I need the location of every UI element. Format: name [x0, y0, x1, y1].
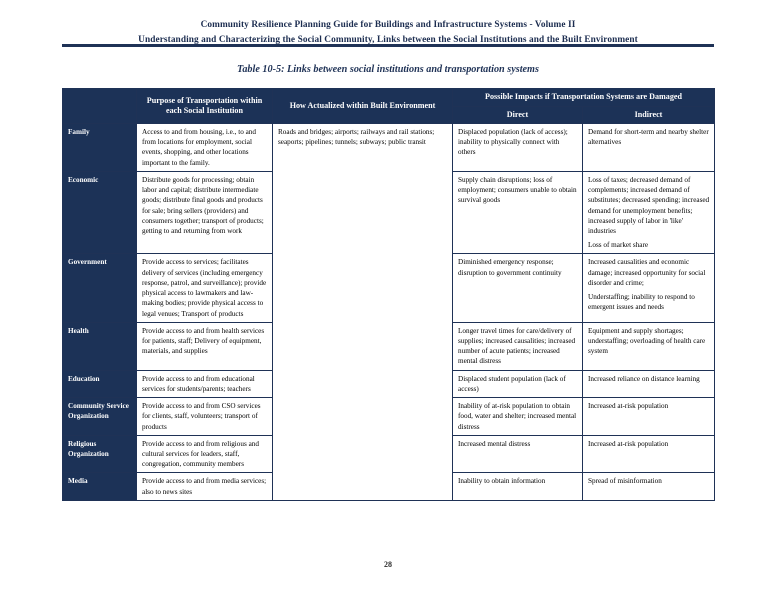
header-actualized: How Actualized within Built Environment — [273, 89, 453, 124]
row-indirect — [583, 171, 715, 254]
row-institution-name: Media — [63, 473, 137, 500]
row-indirect: Equipment and supply shortages; understaffing; overloading of health care system — [583, 322, 715, 370]
header-corner-blank — [63, 89, 137, 124]
row-indirect: Spread of misinformation — [583, 473, 715, 500]
row-institution-name: Economic — [63, 171, 137, 254]
row-indirect-para-2: Understaffing; inability to respond to emergent issues and needs — [588, 293, 695, 312]
row-indirect-para-1: Increased causalities and economic damage; increased opportunity for social disorder and crime; — [588, 258, 706, 287]
table-row — [63, 124, 715, 172]
header-purpose: Purpose of Transportation within each Social Institution — [137, 89, 273, 124]
table-caption: Table 10-5: Links between social institutions and transportation systems — [237, 64, 539, 75]
row-indirect-para-2: Loss of market share — [588, 241, 649, 250]
row-indirect — [583, 254, 715, 322]
row-purpose: Distribute goods for processing; obtain labor and capital; distribute intermediate goods; distribute final goods and products for sale; bring sellers (providers) and consumers together; transport of products; getting to and returning from work — [137, 171, 273, 254]
row-direct: Displaced population (lack of access); inability to physically connect with others — [453, 124, 583, 172]
row-indirect: Demand for short-term and nearby shelter alternatives — [583, 124, 715, 172]
row-direct: Inability to obtain information — [453, 473, 583, 500]
header-rule-divider — [62, 44, 714, 47]
table-body — [63, 124, 715, 501]
page-number: 28 — [384, 560, 392, 569]
row-indirect: Increased reliance on distance learning — [583, 370, 715, 397]
table-head — [63, 89, 715, 124]
row-actualized: Roads and bridges; airports; railways and rail stations; seaports; pipelines; tunnels; subways; public transit — [273, 124, 453, 501]
row-direct: Increased mental distress — [453, 435, 583, 473]
row-purpose: Provide access to and from media services; also to news sites — [137, 473, 273, 500]
row-direct: Diminished emergency response; disruption to government continuity — [453, 254, 583, 322]
table-header-row-1 — [63, 89, 715, 107]
row-direct: Inability of at-risk population to obtain food, water and shelter; increased mental distress — [453, 398, 583, 436]
row-institution-name: Community Service Organization — [63, 398, 137, 436]
row-purpose: Provide access to services; facilitates delivery of services (including emergency response, patrol, and surveillance); provide physical access to lawmakers and law-making bodies; provide physical access to legal venues; Transport of products — [137, 254, 273, 322]
links-table — [62, 88, 715, 501]
row-purpose: Provide access to and from religious and cultural services for leaders, staff, congregation, community members — [137, 435, 273, 473]
row-institution-name: Health — [63, 322, 137, 370]
header-indirect: Indirect — [583, 106, 715, 124]
row-purpose: Access to and from housing, i.e., to and from locations for employment, social events, shopping, and other locations important to the family. — [137, 124, 273, 172]
row-direct: Displaced student population (lack of access) — [453, 370, 583, 397]
row-direct: Supply chain disruptions; loss of employment; consumers unable to obtain survival goods — [453, 171, 583, 254]
row-indirect-para-1: Loss of taxes; decreased demand of complements; increased demand of substitutes; decreased spending; increased demand for unemployment benefits; increased supply of labor in 'like' industries — [588, 175, 710, 235]
row-purpose: Provide access to and from CSO services for clients, staff, volunteers; transport of products — [137, 398, 273, 436]
header-direct: Direct — [453, 106, 583, 124]
row-institution-name: Religious Organization — [63, 435, 137, 473]
running-header-line-2: Understanding and Characterizing the Social Community, Links between the Social Institutions and the Built Environment — [138, 35, 638, 46]
row-institution-name: Government — [63, 254, 137, 322]
row-indirect: Increased at-risk population — [583, 435, 715, 473]
header-impacts-group: Possible Impacts if Transportation Systems are Damaged — [453, 89, 715, 107]
row-purpose: Provide access to and from educational services for students/parents; teachers — [137, 370, 273, 397]
running-header-line-1: Community Resilience Planning Guide for Buildings and Infrastructure Systems - Volume II — [200, 20, 576, 30]
row-institution-name: Education — [63, 370, 137, 397]
row-indirect: Increased at-risk population — [583, 398, 715, 436]
row-purpose: Provide access to and from health services for patients, staff; Delivery of equipment, materials, and supplies — [137, 322, 273, 370]
row-direct: Longer travel times for care/delivery of supplies; increased causalities; increased number of acute patients; increased mental distress — [453, 322, 583, 370]
row-institution-name: Family — [63, 124, 137, 172]
